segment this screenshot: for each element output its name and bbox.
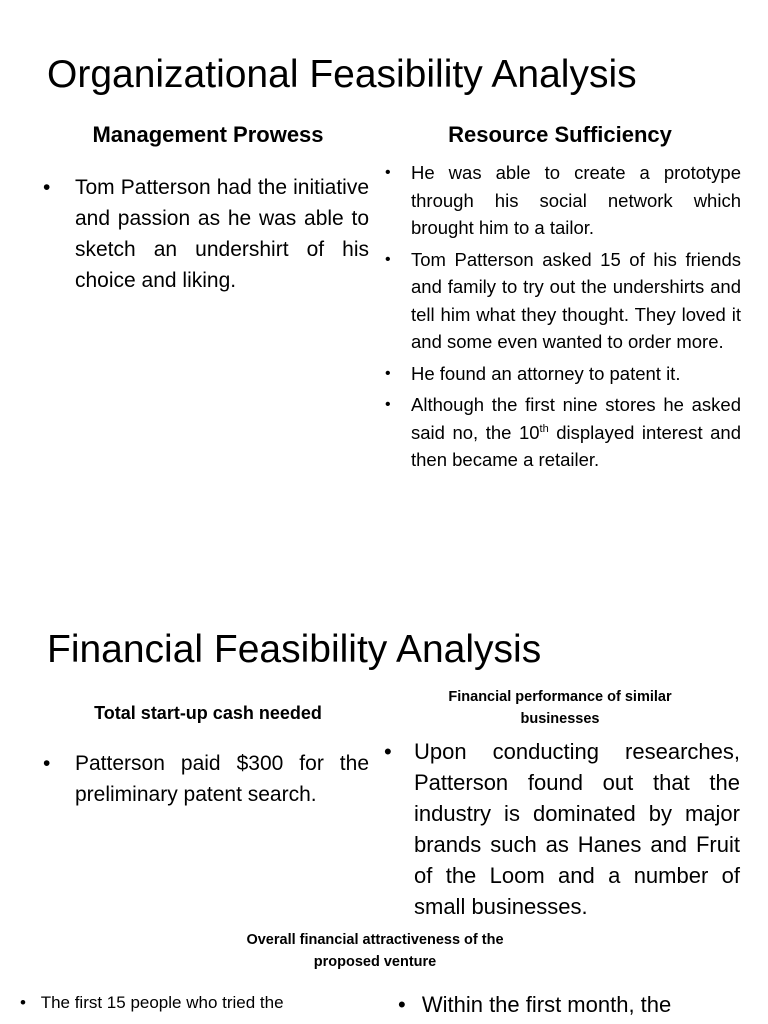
similar-businesses-heading: Financial performance of similar businesses: [448, 689, 672, 727]
list-item: • Although the first nine stores he asked said no, the 10th displayed interest and then became a retailer.: [411, 391, 741, 474]
bullet-icon: •: [385, 250, 391, 268]
bullet-icon: •: [20, 993, 26, 1012]
overall-attractiveness-heading: Overall financial attractiveness of the proposed venture: [246, 932, 504, 970]
list-item: • Upon conducting researches, Patterson found out that the industry is dominated by major brands such as Hanes and Fruit of the Loom and a number of small businesses.: [414, 736, 740, 922]
slide1-title: Organizational Feasibility Analysis: [47, 53, 637, 96]
bottom-left-bullet: • The first 15 people who tried the: [20, 993, 284, 1012]
bullet-icon: •: [398, 992, 406, 1017]
list-item: • Tom Patterson had the initiative and passion as he was able to sketch an undershirt of his choice and liking.: [75, 172, 369, 296]
resource-sufficiency-heading: Resource Sufficiency: [448, 122, 672, 147]
bullet-icon: •: [385, 164, 391, 181]
management-prowess-heading: Management Prowess: [92, 122, 324, 147]
list-item: • He was able to create a prototype through his social network which brought him to a tailor.: [411, 159, 741, 242]
slide2-title: Financial Feasibility Analysis: [47, 628, 542, 671]
resource-sufficiency-list: [385, 159, 741, 478]
bottom-right-bullet: • Within the first month, the: [398, 992, 672, 1017]
list-item: • Patterson paid $300 for the preliminary patent search.: [75, 748, 369, 810]
bullet-icon: •: [43, 752, 51, 775]
bullet-icon: •: [43, 176, 51, 199]
management-prowess-list: [43, 172, 369, 296]
list-item: • He found an attorney to patent it.: [411, 360, 741, 388]
bullet-icon: •: [385, 364, 391, 382]
startup-cash-heading: Total start-up cash needed: [94, 703, 322, 723]
similar-businesses-list: [384, 736, 740, 922]
list-item: • Tom Patterson asked 15 of his friends and family to try out the undershirts and tell him what they thought. They loved it and some even wanted to order more.: [411, 246, 741, 356]
bullet-icon: •: [385, 396, 391, 413]
startup-cash-list: [43, 748, 369, 810]
bullet-icon: •: [384, 739, 392, 764]
